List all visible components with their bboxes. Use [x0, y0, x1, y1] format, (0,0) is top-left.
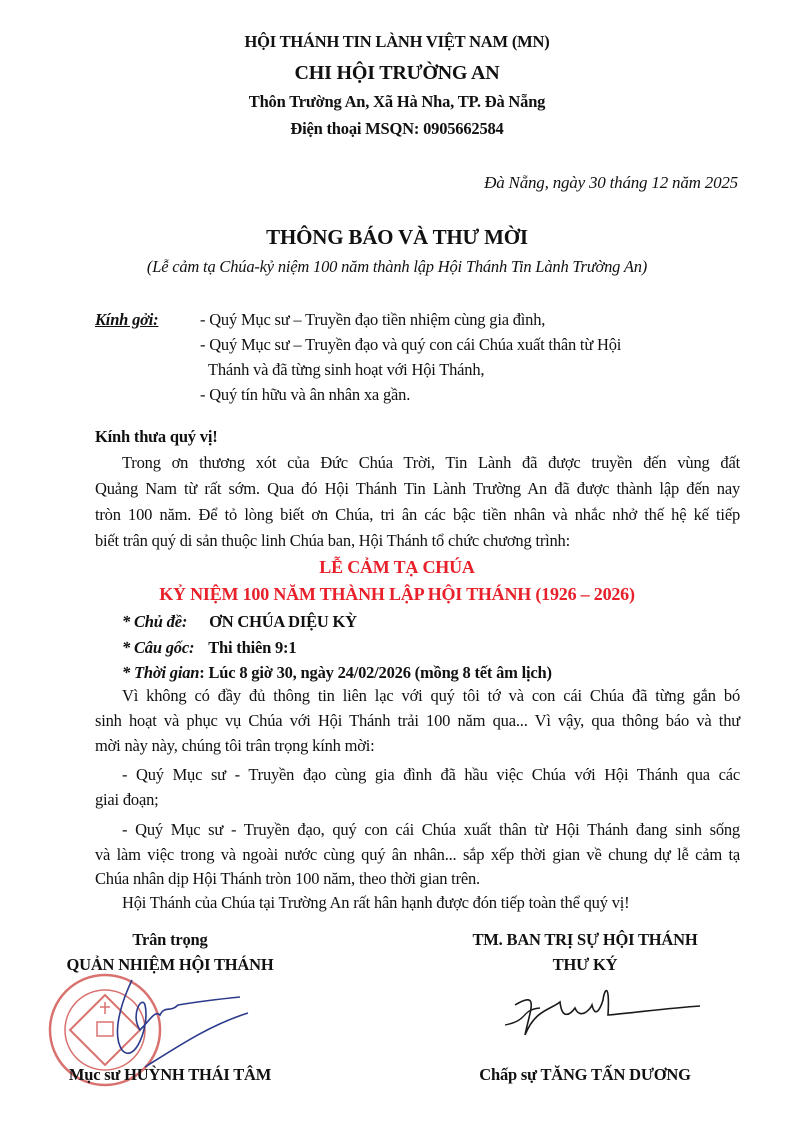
event-title: LỄ CẢM TẠ CHÚA [319, 557, 475, 577]
body-line: giai đoạn; [95, 790, 159, 809]
recipient-line: - Quý Mục sư – Truyền đạo tiền nhiệm cùng gia đình, [200, 310, 546, 329]
address: Thôn Trường An, Xã Hà Nha, TP. Đà Nẵng [248, 92, 546, 111]
body-line: mời này này, chúng tôi trân trọng kính mời: [95, 736, 375, 755]
left-signer-name: Mục sư HUỲNH THÁI TÂM [68, 1065, 272, 1084]
body-line: sinh hoạt và phục vụ Chúa với Hội Thánh trải 100 năm qua... Vì vậy, qua thông báo và thư [95, 711, 740, 730]
right-signer-name: Chấp sự TĂNG TẤN DƯƠNG [479, 1065, 691, 1084]
recipient-line: Thánh và đã từng sinh hoạt với Hội Thánh, [208, 360, 485, 379]
verse-label: * Câu gốc: [122, 638, 195, 657]
branch-name: CHI HỘI TRƯỜNG AN [294, 62, 500, 84]
body-line: Hội Thánh của Chúa tại Trường An rất hân hạnh được đón tiếp toàn thể quý vị! [122, 893, 630, 912]
recipient-line: - Quý tín hữu và ân nhân xa gần. [200, 385, 411, 404]
body-line: - Quý Mục sư - Truyền đạo cùng gia đình đã hầu việc Chúa với Hội Thánh qua các [122, 765, 740, 784]
intro-line: biết trân quý di sản thuộc linh Chúa ban, Hội Thánh tổ chức chương trình: [95, 531, 570, 550]
doc-subtitle: (Lễ cảm tạ Chúa-kỷ niệm 100 năm thành lập Hội Thánh Tin Lành Trường An) [146, 257, 648, 276]
intro-line: Quảng Nam từ rất sớm. Qua đó Hội Thánh Tin Lành Trường An đã được thành lập đến nay [95, 479, 740, 498]
org-name: HỘI THÁNH TIN LÀNH VIỆT NAM (MN) [244, 32, 550, 51]
date-line: Đà Nẵng, ngày 30 tháng 12 năm 2025 [484, 173, 738, 192]
phone: Điện thoại MSQN: 0905662584 [290, 119, 504, 138]
right-signature [500, 980, 710, 1050]
verse: Thi thiên 9:1 [208, 638, 297, 657]
body-line: - Quý Mục sư - Truyền đạo, quý con cái Chúa xuất thân từ Hội Thánh đang sinh sống [122, 820, 740, 839]
left-title: QUẢN NHIỆM HỘI THÁNH [66, 955, 274, 974]
right-title: THƯ KÝ [552, 955, 618, 974]
body-line: và làm việc trong và ngoài nước cùng quý ân nhân... sắp xếp thời gian về chung dự lễ cảm tạ [95, 845, 740, 864]
event-subtitle: KỶ NIỆM 100 NĂM THÀNH LẬP HỘI THÁNH (1926 – 2026) [159, 584, 635, 604]
body-line: Chúa nhân dịp Hội Thánh tròn 100 năm, theo thời gian trên. [95, 869, 480, 888]
left-signature [90, 975, 260, 1075]
time-label: * Thời gian [122, 663, 200, 682]
intro-line: Trong ơn thương xót của Đức Chúa Trời, Tin Lành đã được truyền đến vùng đất [122, 453, 740, 472]
time: : Lúc 8 giờ 30, ngày 24/02/2026 (mồng 8 tết âm lịch) [199, 663, 552, 682]
right-org: TM. BAN TRỊ SỰ HỘI THÁNH [472, 930, 698, 949]
recipient-line: - Quý Mục sư – Truyền đạo và quý con cái Chúa xuất thân từ Hội [200, 335, 622, 354]
theme: ƠN CHÚA DIỆU KỲ [209, 612, 357, 631]
doc-title: THÔNG BÁO VÀ THƯ MỜI [266, 225, 528, 249]
recipients-label: Kính gởi: [95, 310, 159, 329]
body-line: Vì không có đầy đủ thông tin liên lạc với quý tôi tớ và con cái Chúa đã từng gắn bó [122, 686, 740, 705]
closing: Trân trọng [132, 930, 208, 949]
theme-label: * Chủ đề: [122, 612, 188, 631]
greeting: Kính thưa quý vị! [95, 427, 218, 446]
intro-line: tròn 100 năm. Để tỏ lòng biết ơn Chúa, tri ân các bậc tiền nhân và nhắc nhở thế hệ kế tiếp [95, 505, 740, 524]
